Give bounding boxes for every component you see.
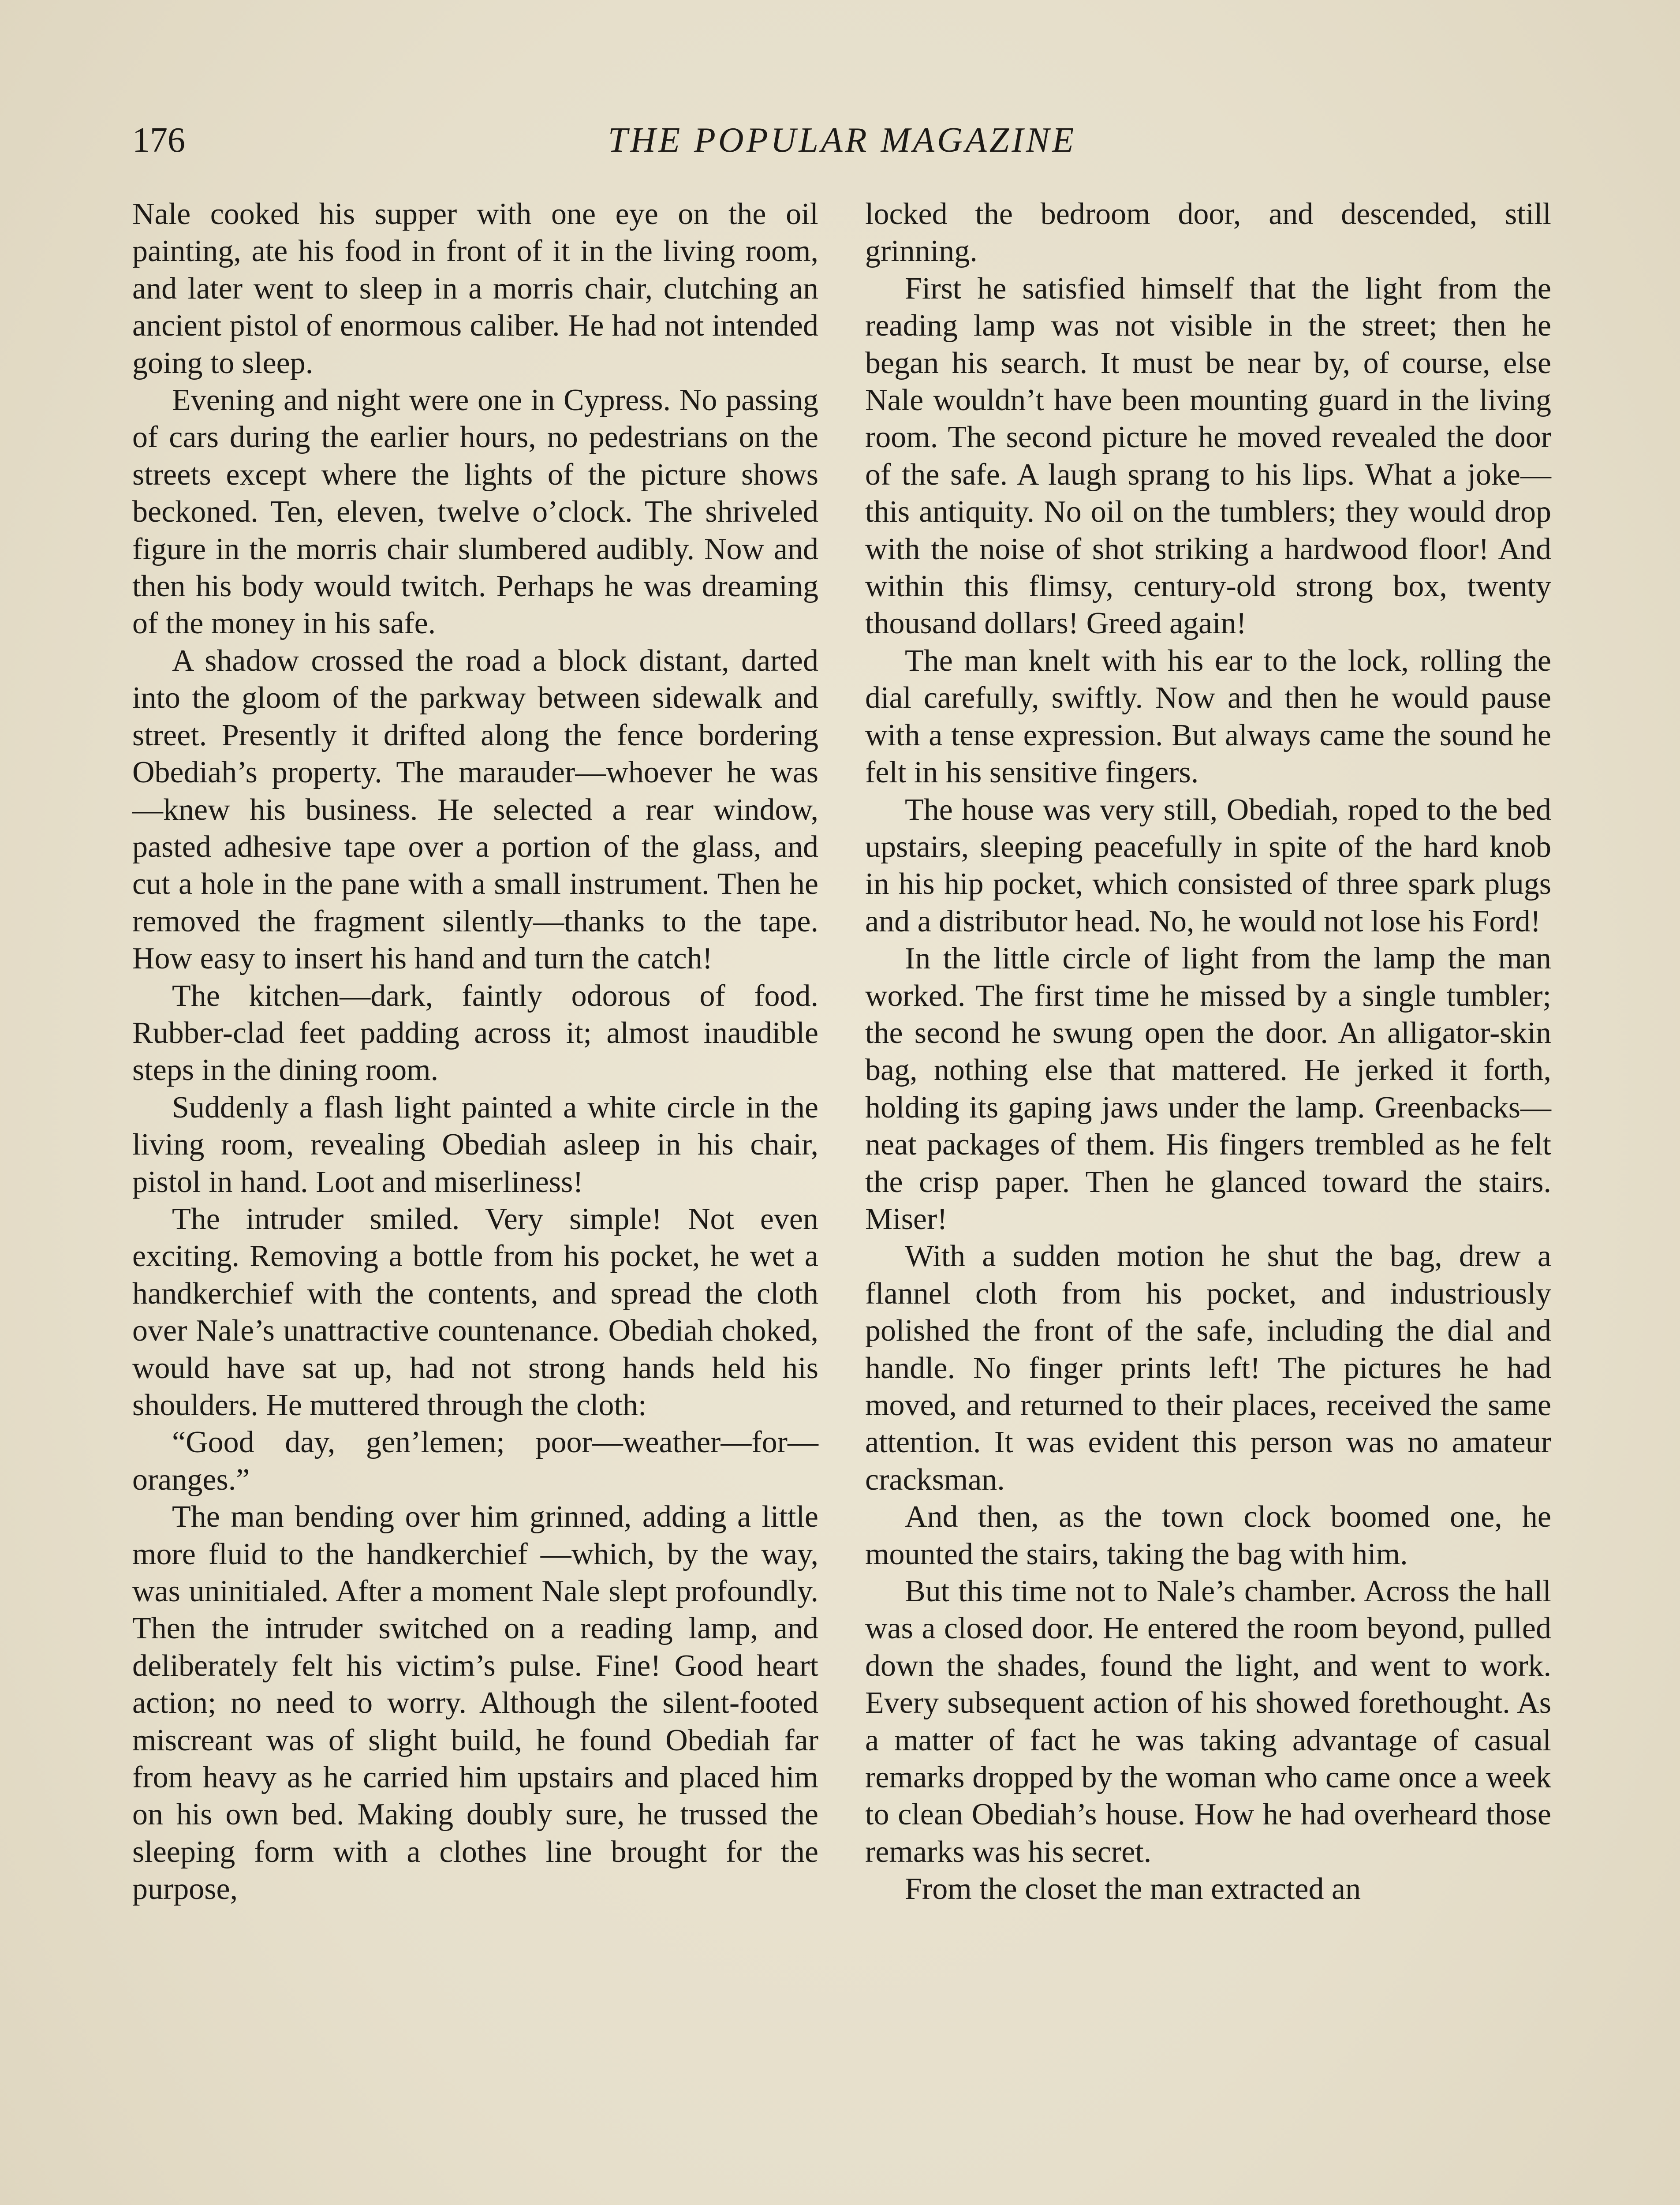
paragraph: From the closet the man extracted an	[905, 1872, 1361, 1906]
paragraph: Suddenly a flash light painted a white circle in the living room, revealing Obediah asleep in his chair, pistol in hand. Loot and miserliness!	[132, 1090, 818, 1199]
left-column	[132, 196, 818, 1908]
paragraph: The man bending over him grinned, adding a little more fluid to the handkerchief —which, by the way, was uninitialed. After a moment Nale slept profoundly. Then the intruder switched on a reading lamp, and deliberately felt his victim’s pulse. Fine! Good heart action; no need to worry. Although the silent-footed miscreant was of slight build, he found Obediah far from heavy as he carried him upstairs and placed him on his own bed. Making doubly sure, he trussed the sleeping form with a clothes line brought for the purpose,	[132, 1500, 818, 1906]
page-header	[132, 114, 1552, 171]
paragraph: Nale cooked his supper with one eye on the oil painting, ate his food in front of it in the living room, and later went to sleep in a morris chair, clutching an ancient pistol of enormous caliber. He had not intended going to sleep.	[132, 197, 818, 380]
paragraph: “Good day, gen’lemen; poor—weather—for—oranges.”	[132, 1425, 818, 1497]
paragraph: And then, as the town clock boomed one, he mounted the stairs, taking the bag with him.	[865, 1500, 1551, 1571]
page-number: 176	[132, 121, 185, 160]
paragraph: First he satisfied himself that the light from the reading lamp was not visible in the street; then he began his search. It must be near by, of course, else Nale wouldn’t have been mounting guard in the living room. The second picture he moved revealed the door of the safe. A laugh sprang to his lips. What a joke—this antiquity. No oil on the tumblers; they would drop with the noise of shot striking a hardwood floor! And within this flimsy, century-old strong box, twenty thousand dollars! Greed again!	[865, 271, 1551, 641]
right-column	[865, 196, 1551, 1908]
paragraph: In the little circle of light from the lamp the man worked. The first time he missed by a single tumbler; the second he swung open the door. An alligator-skin bag, nothing else that mattered. He jerked it forth, holding its gaping jaws under the lamp. Greenbacks—neat packages of them. His fingers trembled as he felt the crisp paper. Then he glanced toward the stairs. Miser!	[865, 942, 1551, 1236]
paragraph: With a sudden motion he shut the bag, drew a flannel cloth from his pocket, and industriously polished the front of the safe, including the dial and handle. No finger prints left! The pictures he had moved, and returned to their places, received the same attention. It was evident this person was no amateur cracksman.	[865, 1239, 1551, 1497]
paragraph: The intruder smiled. Very simple! Not even exciting. Removing a bottle from his pocket, he wet a handkerchief with the contents, and spread the cloth over Nale’s unattractive countenance. Obediah choked, would have sat up, had not strong hands held his shoulders. He muttered through the cloth:	[132, 1202, 818, 1422]
paragraph: The kitchen—dark, faintly odorous of food. Rubber-clad feet padding across it; almost inaudible steps in the dining room.	[132, 979, 818, 1088]
paragraph: locked the bedroom door, and descended, still grinning.	[865, 197, 1551, 269]
paragraph: The house was very still, Obediah, roped to the bed upstairs, sleeping peacefully in spite of the hard knob in his hip pocket, which consisted of three spark plugs and a distributor head. No, he would not lose his Ford!	[865, 792, 1551, 938]
paragraph: But this time not to Nale’s chamber. Across the hall was a closed door. He entered the room beyond, pulled down the shades, found the light, and went to work. Every subsequent action of his showed forethought. As a matter of fact he was taking advantage of casual remarks dropped by the woman who came once a week to clean Obediah’s house. How he had overheard those remarks was his secret.	[865, 1574, 1551, 1869]
paragraph: A shadow crossed the road a block distant, darted into the gloom of the parkway between sidewalk and street. Presently it drifted along the fence bordering Obediah’s property. The marauder—whoever he was —knew his business. He selected a rear window, pasted adhesive tape over a portion of the glass, and cut a hole in the pane with a small instrument. Then he removed the fragment silently—thanks to the tape. How easy to insert his hand and turn the catch!	[132, 643, 818, 976]
paragraph: Evening and night were one in Cypress. No passing of cars during the earlier hours, no pedestrians on the streets except where the lights of the picture shows beckoned. Ten, eleven, twelve o’clock. The shriveled figure in the morris chair slumbered audibly. Now and then his body would twitch. Perhaps he was dreaming of the money in his safe.	[132, 383, 818, 641]
paragraph: The man knelt with his ear to the lock, rolling the dial carefully, swiftly. Now and then he would pause with a tense expression. But always came the sound he felt in his sensitive fingers.	[865, 643, 1551, 790]
running-title: THE POPULAR MAGAZINE	[608, 121, 1077, 160]
